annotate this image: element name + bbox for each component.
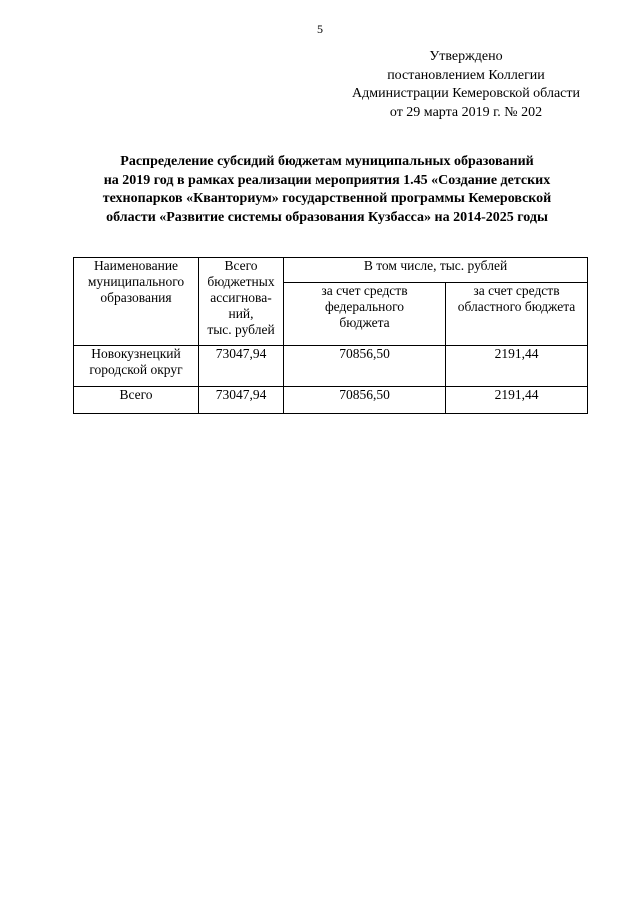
total-value: 73047,94	[199, 346, 284, 387]
regional-value: 2191,44	[446, 346, 588, 387]
approval-line: постановлением Коллегии	[387, 67, 545, 83]
approval-line: Администрации Кемеровской области	[352, 86, 580, 101]
municipality-name: Новокузнецкий городской округ	[74, 346, 199, 387]
table-row	[74, 346, 588, 387]
approval-line: Утверждено	[429, 49, 503, 64]
title-line: технопарков «Кванториум» государственной программы Кемеровской	[102, 191, 552, 206]
total-value: 73047,94	[199, 387, 284, 414]
federal-value: 70856,50	[284, 387, 446, 414]
regional-value: 2191,44	[446, 387, 588, 414]
approval-stamp	[332, 48, 600, 122]
header-federal-budget: за счет средств федерального бюджета	[284, 283, 446, 346]
approval-line: от 29 марта 2019 г. № 202	[389, 104, 543, 120]
title-line: на 2019 год в рамках реализации мероприятия 1.45 «Создание детских	[103, 172, 551, 188]
federal-value: 70856,50	[284, 346, 446, 387]
table-row-total	[74, 387, 588, 414]
title-line: Распределение субсидий бюджетам муниципальных образований	[120, 154, 534, 169]
header-municipality: Наименование муниципального образования	[74, 258, 199, 346]
subsidy-table	[73, 257, 588, 414]
header-including: В том числе, тыс. рублей	[284, 258, 588, 283]
header-regional-budget: за счет средств областного бюджета	[446, 283, 588, 346]
page-number: 5	[317, 22, 323, 36]
document-title	[62, 153, 592, 227]
title-line: области «Развитие системы образования Кузбасса» на 2014-2025 годы	[106, 209, 548, 225]
header-total-allocations: Всего бюджетных ассигнова- ний, тыс. рублей	[199, 258, 284, 346]
total-label: Всего	[74, 387, 199, 414]
